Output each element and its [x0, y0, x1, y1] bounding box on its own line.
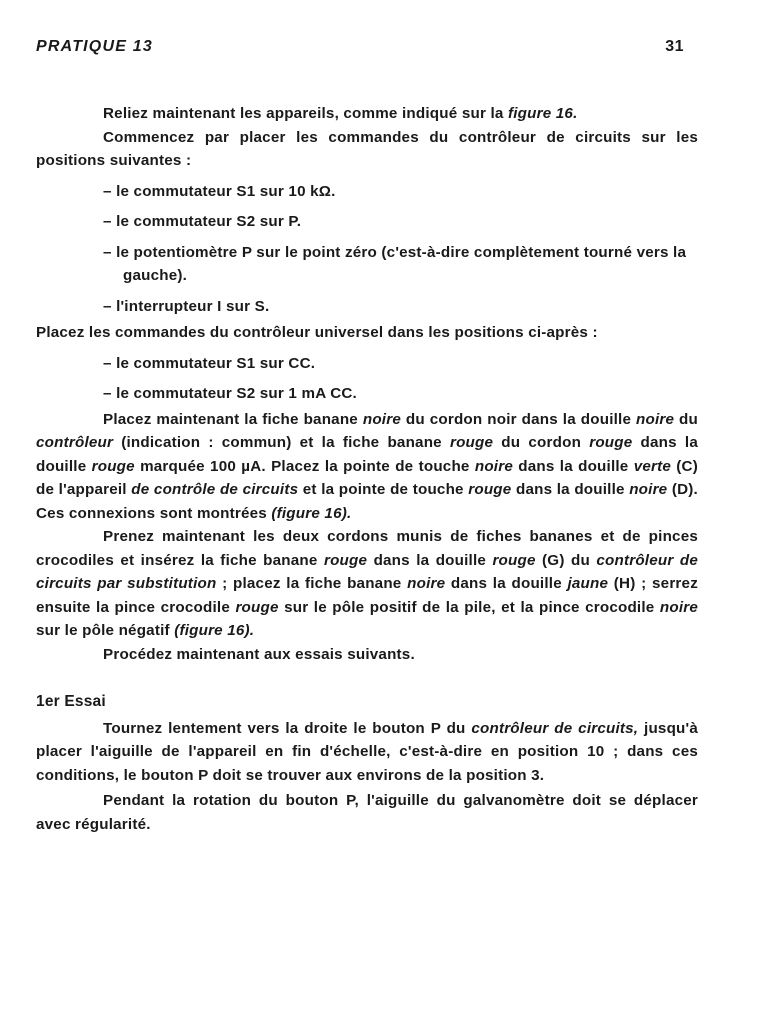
list-item: – le commutateur S2 sur P.	[103, 213, 302, 230]
page-number: 31	[665, 38, 684, 55]
paragraph-instruction-connect: Reliez maintenant les appareils, comme indiqué sur la figure 16.	[103, 105, 578, 122]
paragraph-crocodile-clips: Prenez maintenant les deux cordons munis de fiches bananes et de pinces crocodiles et insérez la fiche banane rouge dans la douille rouge (G) du contrôleur de circuits par substitution ; placez la fiche banane noire dans la douille jaune (H) ; serrez ensuite la pince crocodile rouge sur le pôle positif de la pile, et la pince crocodile noire sur le pôle négatif (figure 16).	[36, 528, 698, 639]
paragraph-test-1-rotation: Tournez lentement vers la droite le bouton P du contrôleur de circuits, jusqu'à placer l'aiguille de l'appareil en fin d'échelle, c'est-à-dire en position 10 ; dans ces conditions, le bouton P doit se trouver aux environs de la position 3.	[36, 719, 698, 784]
page-header	[36, 38, 684, 60]
running-title: PRATIQUE 13	[36, 38, 153, 55]
list-item: – l'interrupteur I sur S.	[103, 297, 270, 315]
list-item: – le potentiomètre P sur le point zéro (c'est-à-dire complètement tourné vers la gauche).	[103, 243, 687, 284]
paragraph-proceed-tests: Procédez maintenant aux essais suivants.	[103, 645, 415, 663]
paragraph-banana-plugs: Placez maintenant la fiche banane noire du cordon noir dans la douille noire du contrôleur (indication : commun) et la fiche banane rouge du cordon rouge dans la douille rouge marquée 100 µA. Placez la pointe de touche noire dans la douille verte (C) de l'appareil de contrôle de circuits et la pointe de touche rouge dans la douille noire (D). Ces connexions sont montrées (figure 16).	[36, 410, 698, 522]
page-body	[36, 102, 698, 836]
paragraph-controls-universal-tester: Placez les commandes du contrôleur universel dans les positions ci-après :	[36, 324, 598, 341]
section-heading: 1er Essai	[36, 693, 106, 710]
list-item: – le commutateur S1 sur CC.	[103, 354, 316, 372]
list-circuit-tester-settings	[36, 180, 698, 319]
list-universal-tester-settings	[36, 352, 698, 406]
list-item: – le commutateur S1 sur 10 kΩ.	[103, 182, 336, 200]
paragraph-test-1-needle: Pendant la rotation du bouton P, l'aiguille du galvanomètre doit se déplacer avec régularité.	[36, 792, 698, 833]
list-item: – le commutateur S2 sur 1 mA CC.	[103, 385, 357, 402]
paragraph-controls-circuit-tester: Commencez par placer les commandes du contrôleur de circuits sur les positions suivantes :	[36, 128, 698, 169]
